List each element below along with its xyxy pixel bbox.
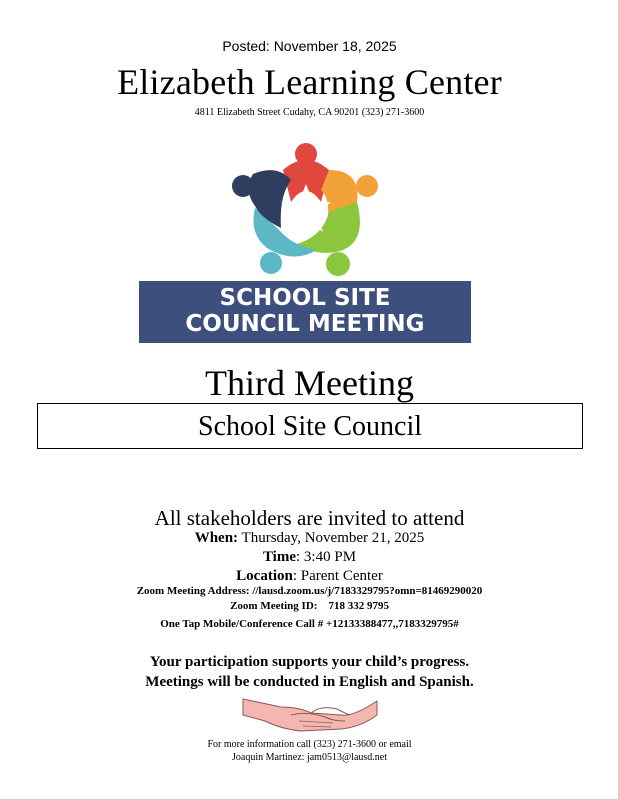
one-tap-line: One Tap Mobile/Conference Call # +12133388477,,7183329795# bbox=[160, 618, 459, 630]
contact-info bbox=[0, 738, 619, 764]
meeting-banner bbox=[139, 281, 471, 343]
support-line-1: Your participation supports your child’s progress. bbox=[149, 654, 470, 670]
banner-line-1: SCHOOL SITE bbox=[219, 285, 391, 311]
location-value: : Parent Center bbox=[292, 568, 383, 584]
time-value: : 3:40 PM bbox=[296, 549, 357, 565]
banner-line-2: COUNCIL MEETING bbox=[185, 311, 425, 337]
council-title: School Site Council bbox=[198, 411, 422, 442]
when-line bbox=[0, 530, 619, 547]
zoom-id-line bbox=[0, 600, 619, 612]
school-address: 4811 Elizabeth Street Cudahy, CA 90201 (323) 271-3600 bbox=[194, 107, 425, 118]
location-label: Location bbox=[236, 568, 293, 584]
support-text bbox=[0, 652, 619, 692]
meeting-title: Third Meeting bbox=[205, 363, 414, 403]
posted-date: Posted: November 18, 2025 bbox=[222, 38, 397, 54]
support-line-2: Meetings will be conducted in English and Spanish. bbox=[145, 674, 474, 690]
time-label: Time bbox=[262, 549, 297, 565]
school-name: Elizabeth Learning Center bbox=[117, 62, 502, 102]
handshake-icon bbox=[241, 693, 379, 733]
invite-text: All stakeholders are invited to attend bbox=[154, 506, 465, 530]
time-line bbox=[0, 549, 619, 566]
contact-line-2: Joaquin Martinez: jam0513@lausd.net bbox=[231, 752, 387, 763]
contact-line-1: For more information call (323) 271-3600 or email bbox=[207, 739, 412, 750]
zoom-id-label: Zoom Meeting ID: bbox=[230, 600, 318, 612]
location-line bbox=[0, 568, 619, 585]
when-label: When: bbox=[194, 530, 239, 546]
zoom-address: Zoom Meeting Address: //lausd.zoom.us/j/7183329795?omn=81469290020 bbox=[136, 585, 483, 597]
council-title-box bbox=[37, 403, 583, 449]
zoom-id-value: 718 332 9795 bbox=[328, 600, 389, 612]
when-value: Thursday, November 21, 2025 bbox=[241, 530, 425, 546]
community-circle-icon bbox=[221, 140, 391, 280]
